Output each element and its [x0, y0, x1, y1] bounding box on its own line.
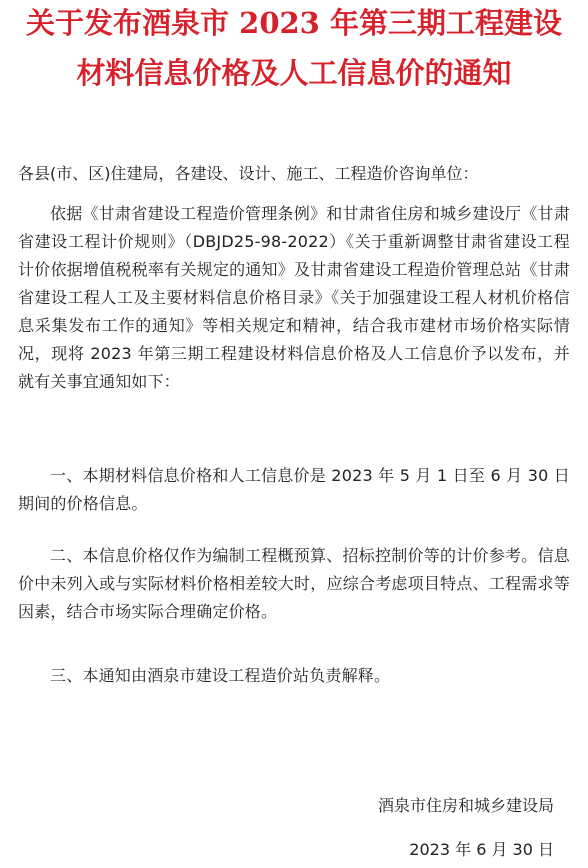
issuer-signature: 酒泉市住房和城乡建设局	[377, 796, 554, 815]
paragraph-item-2-usage: 二、本信息价格仅作为编制工程概预算、招标控制价等的计价参考。信息价中未列入或与实际材料价格相差较大时，应综合考虑项目特点、工程需求等因素，结合市场实际合理确定价格。	[18, 546, 570, 621]
addressee-line: 各县(市、区)住建局，各建设、设计、施工、工程造价咨询单位：	[18, 164, 479, 183]
paragraph-item-3-interpretation: 三、本通知由酒泉市建设工程造价站负责解释。	[50, 666, 391, 685]
issue-date: 2023 年 6 月 30 日	[409, 840, 554, 859]
notice-title-line-2: 材料信息价格及人工信息价的通知	[76, 56, 512, 90]
paragraph-item-1-period: 一、本期材料信息价格和人工信息价是 2023 年 5 月 1 日至 6 月 30 日期间的价格信息。	[18, 466, 570, 513]
notice-title-line-1: 关于发布酒泉市 2023 年第三期工程建设	[26, 6, 562, 40]
paragraph-basis: 依据《甘肃省建设工程造价管理条例》和甘肃省住房和城乡建设厅《甘肃省建设工程计价规则》（DBJD25-98-2022）《关于重新调整甘肃省建设工程计价依据增值税税率有关规定的通知》及甘肃省建设工程造价管理总站《甘肃省建设工程人工及主要材料信息价格目录》《关于加强建设工程人材机价格信息采集发布工作的通知》等相关规定和精神，结合我市建材市场价格实际情况，现将 2023 年第三期工程建设材料信息价格及人工信息价予以发布，并就有关事宜通知如下：	[18, 204, 570, 391]
